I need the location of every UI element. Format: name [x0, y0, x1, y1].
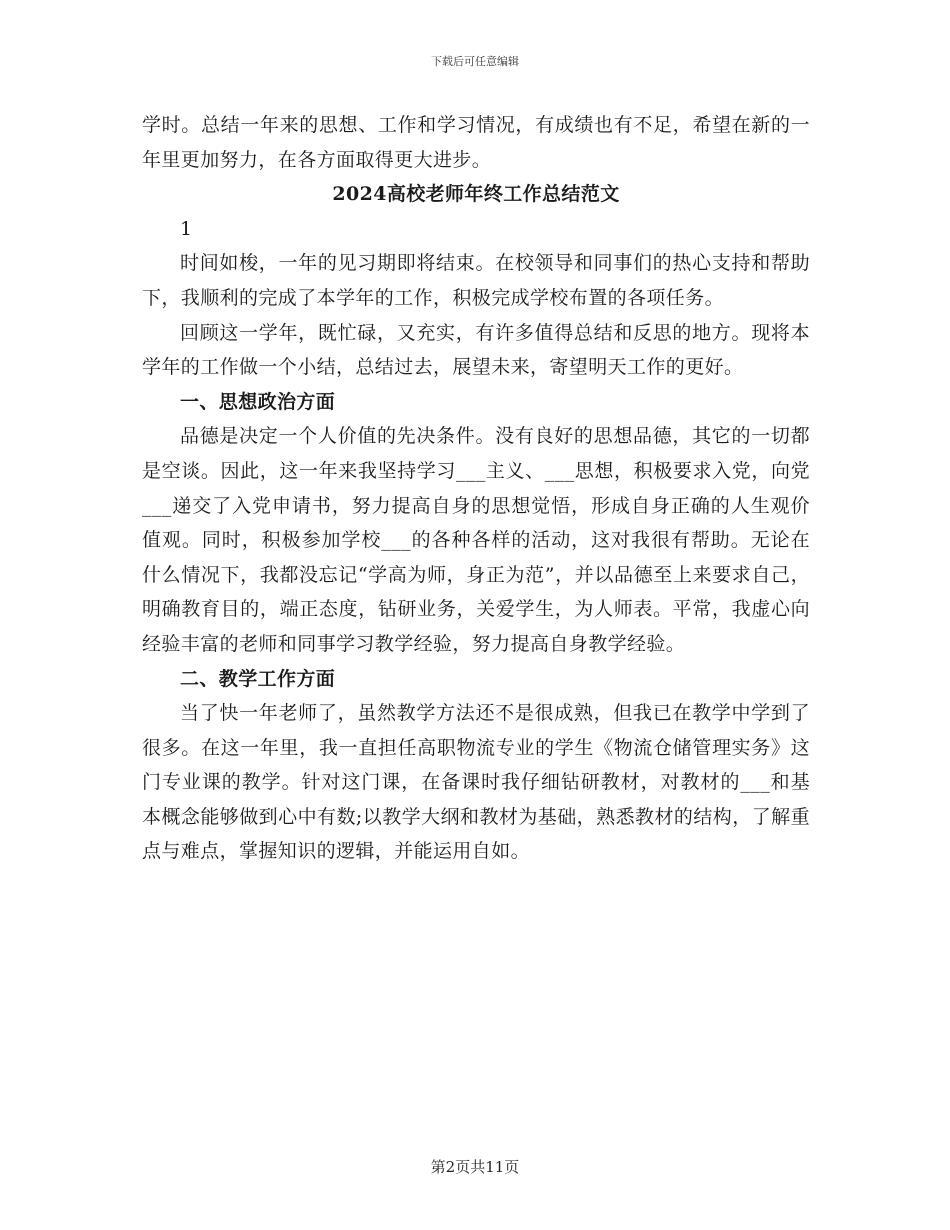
page-footer: 第2页共11页	[430, 1158, 520, 1176]
document-title: 2024高校老师年终工作总结范文	[332, 183, 620, 206]
paragraph-2: 回顾这一学年，既忙碌，又充实，有许多值得总结和反思的地方。现将本学年的工作做一个小结，总结过去，展望未来，寄望明天工作的更好。	[142, 321, 810, 379]
intro-paragraph: 学时。总结一年来的思想、工作和学习情况，有成绩也有不足，希望在新的一年里更加努力，在各方面取得更大进步。	[142, 114, 810, 171]
section-number: 1	[180, 217, 193, 240]
page-header: 下载后可任意编辑	[431, 55, 519, 68]
paragraph-3: 品德是决定一个人价值的先决条件。没有良好的思想品德，其它的一切都是空谈。因此，这一年来我坚持学习___主义、___思想，积极要求入党，向党___递交了入党申请书，努力提高自身的思想觉悟，形成自身正确的人生观价值观。同时，积极参加学校___的各种各样的活动，这对我很有帮助。无论在什么情况下，我都没忘记“学高为师，身正为范”，并以品德至上来要求自己，明确教育目的，端正态度，钻研业务，关爱学生，为人师表。平常，我虚心向经验丰富的老师和同事学习教学经验，努力提高自身教学经验。	[142, 425, 810, 655]
paragraph-4: 当了快一年老师了，虽然教学方法还不是很成熟，但我已在教学中学到了很多。在这一年里，我一直担任高职物流专业的学生《物流仓储管理实务》这门专业课的教学。针对这门课，在备课时我仔细钻研教材，对教材的___和基本概念能够做到心中有数;以教学大纲和教材为基础，熟悉教材的结构，了解重点与难点，掌握知识的逻辑，并能运用自如。	[142, 702, 810, 863]
document-body	[142, 108, 810, 869]
heading-political: 一、思想政治方面	[180, 390, 336, 413]
heading-teaching: 二、教学工作方面	[180, 667, 336, 690]
paragraph-1: 时间如梭，一年的见习期即将结束。在校领导和同事们的热心支持和帮助下，我顺利的完成了本学年的工作，积极完成学校布置的各项任务。	[142, 252, 810, 309]
